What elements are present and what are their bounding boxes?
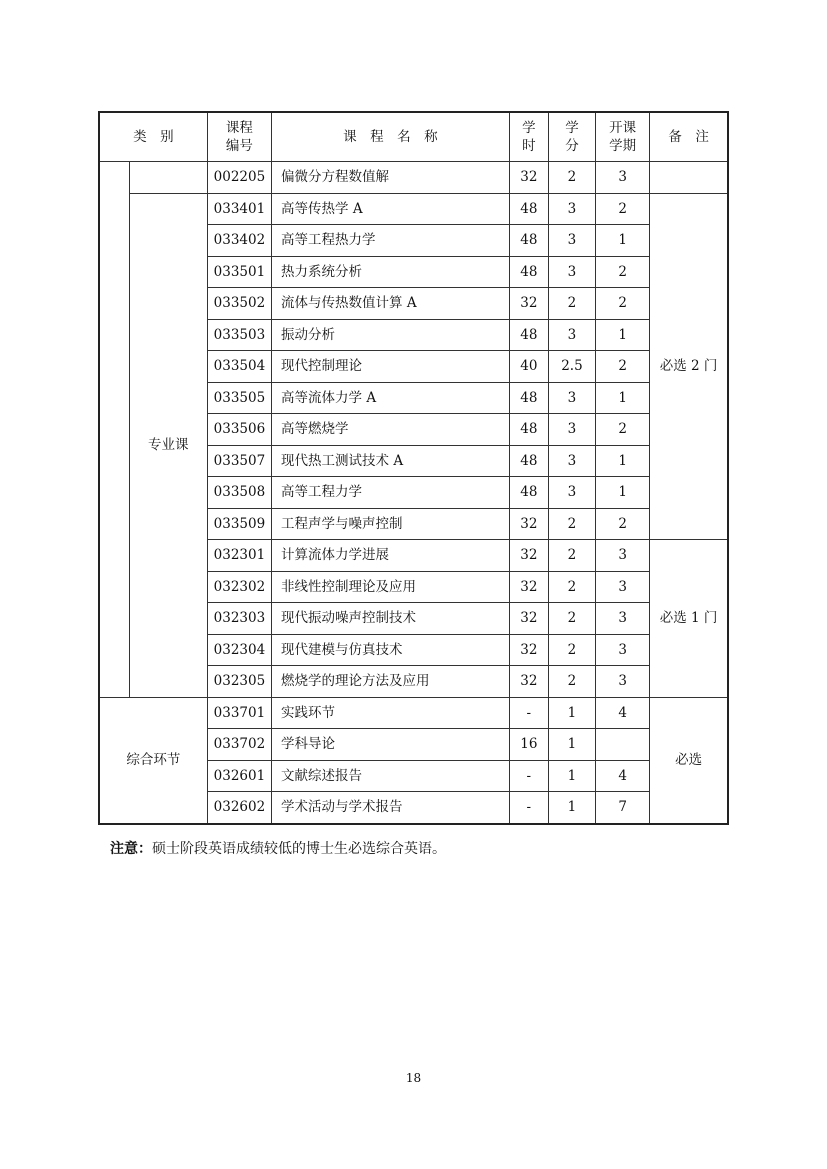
course-hours: 48 xyxy=(509,319,548,351)
course-credits: 2 xyxy=(548,288,595,320)
course-remark-blank xyxy=(650,162,728,194)
remark-group1: 必选 2 门 xyxy=(650,193,728,540)
course-name: 高等流体力学 A xyxy=(272,382,510,414)
header-credits xyxy=(548,112,595,162)
course-credits: 2 xyxy=(548,540,595,572)
course-hours: 32 xyxy=(509,508,548,540)
course-code: 033401 xyxy=(207,193,271,225)
course-semester: 3 xyxy=(596,666,650,698)
course-name: 文献综述报告 xyxy=(272,760,510,792)
remark-group2: 必选 1 门 xyxy=(650,540,728,698)
table-row xyxy=(99,697,728,729)
course-hours: 48 xyxy=(509,477,548,509)
outer-category-cell xyxy=(99,162,129,698)
course-semester: 1 xyxy=(596,319,650,351)
footnote xyxy=(110,838,446,858)
course-hours: 32 xyxy=(509,288,548,320)
course-table xyxy=(98,111,729,825)
table-row xyxy=(99,193,728,225)
course-hours: 48 xyxy=(509,256,548,288)
course-credits: 3 xyxy=(548,193,595,225)
course-hours: 48 xyxy=(509,414,548,446)
course-semester xyxy=(596,729,650,761)
header-semester-line2: 学期 xyxy=(609,138,637,154)
course-semester: 4 xyxy=(596,697,650,729)
course-name: 实践环节 xyxy=(272,697,510,729)
header-code-line1: 课程 xyxy=(225,120,253,136)
course-name: 计算流体力学进展 xyxy=(272,540,510,572)
header-category: 类 别 xyxy=(99,112,207,162)
header-code xyxy=(207,112,271,162)
course-credits: 1 xyxy=(548,697,595,729)
header-hours-line2: 时 xyxy=(522,138,536,154)
course-hours: - xyxy=(509,697,548,729)
course-credits: 3 xyxy=(548,256,595,288)
course-semester: 3 xyxy=(596,162,650,194)
course-hours: 32 xyxy=(509,603,548,635)
course-credits: 2 xyxy=(548,508,595,540)
header-hours xyxy=(509,112,548,162)
header-semester xyxy=(596,112,650,162)
course-name: 偏微分方程数值解 xyxy=(272,162,510,194)
course-hours: 48 xyxy=(509,445,548,477)
course-credits: 3 xyxy=(548,382,595,414)
course-code: 033503 xyxy=(207,319,271,351)
course-hours: 32 xyxy=(509,634,548,666)
course-name: 流体与传热数值计算 A xyxy=(272,288,510,320)
course-code: 033504 xyxy=(207,351,271,383)
course-semester: 1 xyxy=(596,445,650,477)
course-name: 学科导论 xyxy=(272,729,510,761)
course-hours: 32 xyxy=(509,666,548,698)
category-major: 专业课 xyxy=(129,193,207,697)
course-credits: 1 xyxy=(548,729,595,761)
course-credits: 1 xyxy=(548,760,595,792)
course-name: 振动分析 xyxy=(272,319,510,351)
course-code: 033506 xyxy=(207,414,271,446)
course-semester: 3 xyxy=(596,540,650,572)
course-code: 032303 xyxy=(207,603,271,635)
header-credits-line2: 分 xyxy=(565,138,579,154)
header-semester-line1: 开课 xyxy=(609,120,637,136)
header-name: 课 程 名 称 xyxy=(272,112,510,162)
course-credits: 2 xyxy=(548,162,595,194)
course-name: 现代热工测试技术 A xyxy=(272,445,510,477)
course-name: 燃烧学的理论方法及应用 xyxy=(272,666,510,698)
course-code: 032301 xyxy=(207,540,271,572)
course-semester: 2 xyxy=(596,351,650,383)
course-name: 高等工程热力学 xyxy=(272,225,510,257)
course-credits: 2.5 xyxy=(548,351,595,383)
course-credits: 3 xyxy=(548,414,595,446)
course-hours: 48 xyxy=(509,193,548,225)
course-code: 002205 xyxy=(207,162,271,194)
course-hours: - xyxy=(509,760,548,792)
course-credits: 2 xyxy=(548,666,595,698)
course-semester: 2 xyxy=(596,508,650,540)
course-semester: 7 xyxy=(596,792,650,824)
category-comprehensive: 综合环节 xyxy=(99,697,207,824)
header-code-line2: 编号 xyxy=(225,138,253,154)
course-semester: 2 xyxy=(596,256,650,288)
course-code: 033501 xyxy=(207,256,271,288)
remark-group3: 必选 xyxy=(650,697,728,824)
course-code: 032305 xyxy=(207,666,271,698)
header-hours-line1: 学 xyxy=(522,120,536,136)
course-semester: 3 xyxy=(596,634,650,666)
course-credits: 3 xyxy=(548,319,595,351)
course-code: 033509 xyxy=(207,508,271,540)
course-name: 高等燃烧学 xyxy=(272,414,510,446)
course-code: 033508 xyxy=(207,477,271,509)
course-name: 现代振动噪声控制技术 xyxy=(272,603,510,635)
course-code: 033402 xyxy=(207,225,271,257)
course-hours: 40 xyxy=(509,351,548,383)
course-hours: 16 xyxy=(509,729,548,761)
course-name: 学术活动与学术报告 xyxy=(272,792,510,824)
course-hours: 32 xyxy=(509,571,548,603)
course-credits: 2 xyxy=(548,571,595,603)
course-name: 高等传热学 A xyxy=(272,193,510,225)
course-code: 033507 xyxy=(207,445,271,477)
course-code: 032601 xyxy=(207,760,271,792)
course-hours: 32 xyxy=(509,162,548,194)
course-semester: 1 xyxy=(596,382,650,414)
table-row xyxy=(99,162,728,194)
course-name: 工程声学与噪声控制 xyxy=(272,508,510,540)
header-credits-line1: 学 xyxy=(565,120,579,136)
course-code: 032304 xyxy=(207,634,271,666)
course-name: 热力系统分析 xyxy=(272,256,510,288)
table-header-row xyxy=(99,112,728,162)
course-code: 032602 xyxy=(207,792,271,824)
header-remarks: 备 注 xyxy=(650,112,728,162)
footnote-text: 硕士阶段英语成绩较低的博士生必选综合英语。 xyxy=(152,841,446,857)
course-semester: 4 xyxy=(596,760,650,792)
page-number: 18 xyxy=(405,1071,422,1085)
course-hours: 48 xyxy=(509,382,548,414)
course-hours: - xyxy=(509,792,548,824)
course-code: 033502 xyxy=(207,288,271,320)
course-name: 现代建模与仿真技术 xyxy=(272,634,510,666)
course-semester: 2 xyxy=(596,288,650,320)
course-name: 非线性控制理论及应用 xyxy=(272,571,510,603)
course-semester: 3 xyxy=(596,571,650,603)
course-semester: 1 xyxy=(596,477,650,509)
course-code: 032302 xyxy=(207,571,271,603)
course-semester: 1 xyxy=(596,225,650,257)
course-name: 高等工程力学 xyxy=(272,477,510,509)
course-credits: 3 xyxy=(548,445,595,477)
course-code: 033505 xyxy=(207,382,271,414)
course-semester: 2 xyxy=(596,193,650,225)
course-code: 033701 xyxy=(207,697,271,729)
subcategory-cell-blank xyxy=(129,162,207,194)
course-semester: 3 xyxy=(596,603,650,635)
course-hours: 32 xyxy=(509,540,548,572)
course-name: 现代控制理论 xyxy=(272,351,510,383)
course-semester: 2 xyxy=(596,414,650,446)
footnote-label: 注意： xyxy=(110,841,152,857)
course-credits: 2 xyxy=(548,603,595,635)
course-credits: 3 xyxy=(548,225,595,257)
course-credits: 1 xyxy=(548,792,595,824)
course-credits: 3 xyxy=(548,477,595,509)
course-hours: 48 xyxy=(509,225,548,257)
course-credits: 2 xyxy=(548,634,595,666)
course-code: 033702 xyxy=(207,729,271,761)
